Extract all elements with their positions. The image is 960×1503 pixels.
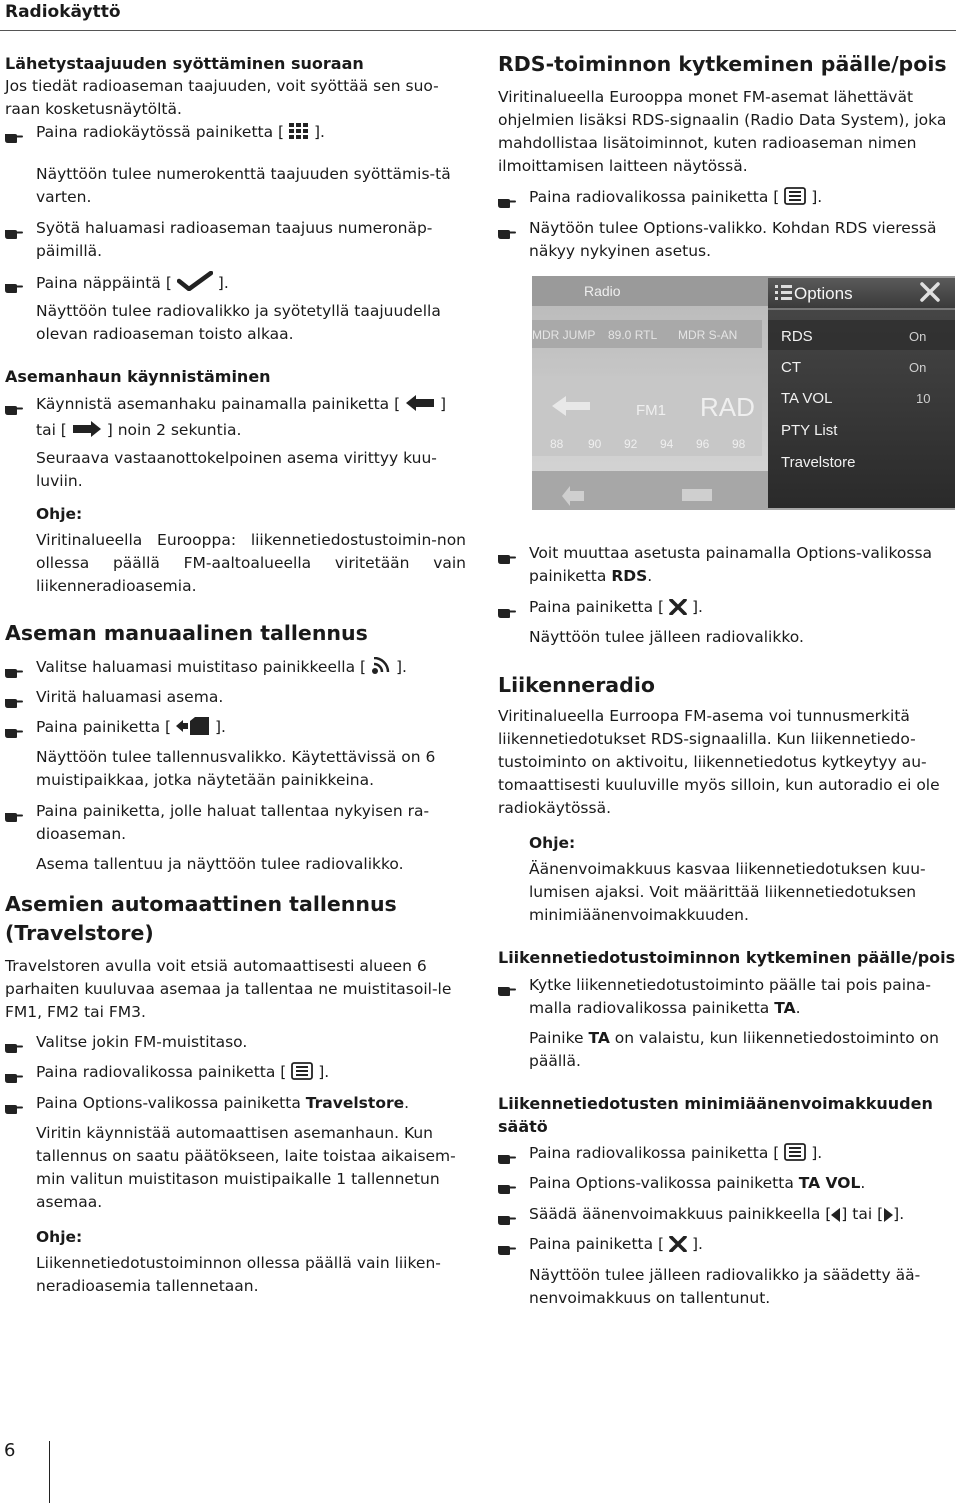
step: Paina Options-valikossa painiketta TA VOL. xyxy=(498,1172,865,1195)
pointing-hand-icon xyxy=(498,980,516,991)
page-header: Radiokäyttö xyxy=(5,2,121,22)
section-title-rds: RDS-toiminnon kytkeminen päälle/pois xyxy=(498,52,947,76)
seek-back-icon xyxy=(405,394,435,419)
step: Paina Options-valikossa painiketta Travelstore. xyxy=(5,1092,409,1115)
page-number: 6 xyxy=(4,1440,16,1461)
note-text: Äänenvoimakkuus kasvaa liikennetiedotuksen kuu-lumisen ajaksi. Voit määrittää liikennetiedotuksen minimiäänenvoimakkuuden. xyxy=(529,860,926,924)
triangle-left-icon xyxy=(831,1206,841,1229)
step: Paina radiovalikossa painiketta [ ]. xyxy=(498,186,822,212)
step: Valitse jokin FM-muistitaso. xyxy=(5,1031,247,1054)
step: Näytöön tulee Options-valikko. Kohdan RDS vieressä näkyy nykyinen asetus. xyxy=(498,217,957,263)
step: Viritä haluamasi asema. xyxy=(5,686,223,709)
close-icon xyxy=(669,1236,687,1259)
step: Paina radiovalikossa painiketta [ ]. xyxy=(498,1142,822,1168)
radio-waves-icon xyxy=(371,657,391,682)
pointing-hand-icon xyxy=(498,1178,516,1189)
pointing-hand-icon xyxy=(5,1067,23,1078)
option-value: 10 xyxy=(916,391,931,406)
result-text: Painike TA on valaistu, kun liikennetiedostoiminto on päällä. xyxy=(529,1029,939,1070)
option-label: TA VOL xyxy=(781,390,833,407)
section-title-min-volume: Liikennetiedotusten minimiäänenvoimakkuuden säätö xyxy=(498,1094,933,1136)
option-value: On xyxy=(909,360,927,375)
menu-list-icon xyxy=(784,1143,806,1168)
checkmark-icon xyxy=(177,271,213,298)
result-text: Asema tallentuu ja näyttöön tulee radiovalikko. xyxy=(36,855,404,873)
pointing-hand-icon xyxy=(5,692,23,703)
result-text: Näyttöön tulee radiovalikko ja syötetyllä taajuudella olevan radioaseman toisto alkaa. xyxy=(36,302,441,343)
menu-list-icon xyxy=(291,1062,313,1087)
pointing-hand-icon xyxy=(5,662,23,673)
pointing-hand-icon xyxy=(5,722,23,733)
step: Syötä haluamasi radioaseman taajuus numeronäp-päimillä. xyxy=(5,217,457,263)
result-text: Seuraava vastaanottokelpoinen asema virittyy kuu-luviin. xyxy=(36,449,437,490)
pointing-hand-icon xyxy=(498,192,516,203)
pointing-hand-icon xyxy=(5,399,23,410)
pointing-hand-icon xyxy=(5,1037,23,1048)
option-label: RDS xyxy=(781,328,813,345)
close-icon xyxy=(669,599,687,622)
pointing-hand-icon xyxy=(5,1098,23,1109)
step: Paina näppäintä [ ]. xyxy=(5,271,229,298)
note-label: Ohje: xyxy=(529,834,576,852)
keypad-icon xyxy=(289,123,309,147)
step: Voit muuttaa asetusta painamalla Options-valikossa painiketta RDS. xyxy=(498,542,957,588)
section-title-direct-entry: Lähetystaajuuden syöttäminen suoraan xyxy=(5,54,364,73)
option-label: CT xyxy=(781,359,801,376)
section-title-traffic: Liikenneradio xyxy=(498,673,655,697)
section-title-travelstore: Asemien automaattinen tallennus (Travelstore) xyxy=(5,892,397,945)
store-station-icon xyxy=(176,717,210,742)
option-label: PTY List xyxy=(781,422,838,439)
screen-station: MDR JUMP xyxy=(532,328,596,342)
paragraph: Viritinalueella Eurooppa monet FM-asemat lähettävät ohjelmien lisäksi RDS-signaalin (Radio Data System), joka mahdollistaa lisätoiminnot, kuten radioaseman nimen ilmoittamisen laitteen näytössä. xyxy=(498,88,947,175)
step: Paina radiovalikossa painiketta [ ]. xyxy=(5,1061,329,1087)
options-title: Options xyxy=(794,284,853,303)
seek-forward-icon xyxy=(72,420,102,445)
step: Säädä äänenvoimakkuus painikkeella [ ] tai [ ]. xyxy=(498,1203,904,1229)
paragraph: Travelstoren avulla voit etsiä automaattisesti alueen 6 parhaiten kuuluvaa asemaa ja tallentaa ne muistitasoil-le FM1, FM2 tai FM3. xyxy=(5,957,452,1021)
pointing-hand-icon xyxy=(5,223,23,234)
scale-label: 98 xyxy=(732,437,746,451)
triangle-right-icon xyxy=(883,1206,893,1229)
paragraph: Jos tiedät radioaseman taajuuden, voit syöttää sen suo-raan kosketusnäytöltä. xyxy=(5,77,439,118)
note-label: Ohje: xyxy=(36,1228,83,1246)
section-title-seek: Asemanhaun käynnistäminen xyxy=(5,367,271,386)
result-text: Näyttöön tulee tallennusvalikko. Käytettävissä on 6 muistipaikkaa, jotka näytetään painikkeina. xyxy=(36,748,436,789)
step: Valitse haluamasi muistitaso painikkeella [ ]. xyxy=(5,656,407,682)
section-title-manual-store: Aseman manuaalinen tallennus xyxy=(5,621,368,645)
screen-band: FM1 xyxy=(636,402,666,419)
scale-label: 92 xyxy=(624,437,638,451)
result-text: Näyttöön tulee jälleen radiovalikko ja säädetty ää-nenvoimakkuus on tallentunut. xyxy=(529,1266,921,1307)
scale-label: 90 xyxy=(588,437,602,451)
result-text: Viritin käynnistää automaattisen asemanhaun. Kun tallennus on saatu päätökseen, laite toistaa aikaisem-min valitun muistitason muistipaikalle 1 tallennetun asemaa. xyxy=(36,1124,456,1211)
result-text: Näyttöön tulee jälleen radiovalikko. xyxy=(529,628,804,646)
pointing-hand-icon xyxy=(5,806,23,817)
note-label: Ohje: xyxy=(36,505,83,523)
pointing-hand-icon xyxy=(498,1148,516,1159)
screen-station: MDR S-AN xyxy=(678,328,738,342)
step: Paina radiokäytössä painiketta [ ]. xyxy=(5,121,325,147)
radio-options-screenshot xyxy=(532,276,955,510)
page-number-rule xyxy=(49,1441,50,1503)
screen-title: Radio xyxy=(584,283,621,299)
pointing-hand-icon xyxy=(5,127,23,138)
step: Kytke liikennetiedotustoiminto päälle tai pois paina-malla radiovalikossa painiketta TA. xyxy=(498,974,956,1020)
result-text: Näyttöön tulee numerokenttä taajuuden syöttämis-tä varten. xyxy=(36,165,451,206)
scale-label: 88 xyxy=(550,437,564,451)
step: Käynnistä asemanhaku painamalla painiketta [ ] tai [ ] noin 2 sekuntia. xyxy=(5,393,467,445)
pointing-hand-icon xyxy=(5,277,23,288)
option-label: Travelstore xyxy=(781,454,856,471)
scale-label: 94 xyxy=(660,437,674,451)
pointing-hand-icon xyxy=(498,1239,516,1250)
note-text: Viritinalueella Eurooppa: liikennetiedostustoimin-non ollessa päällä FM-aaltoalueella viritetään vain liikenneradioasemia. xyxy=(36,531,466,595)
pointing-hand-icon xyxy=(498,548,516,559)
pointing-hand-icon xyxy=(498,223,516,234)
step: Paina painiketta, jolle haluat tallentaa nykyisen ra-dioaseman. xyxy=(5,800,467,846)
header-rule xyxy=(0,30,956,31)
pointing-hand-icon xyxy=(498,1209,516,1220)
pointing-hand-icon xyxy=(498,602,516,613)
section-title-ta: Liikennetiedotustoiminnon kytkeminen päälle/pois xyxy=(498,948,956,967)
paragraph: Viritinalueella Eurroopa FM-asema voi tunnusmerkitä liikennetiedotukset RDS-signaalilla. Kun liikennetiedo-tustoiminto on aktivoitu, liikennetiedotus kytkeytyy au-tomaattisesti kuuluville myös silloin, kun autoradio ei ole radiokäytössä. xyxy=(498,707,940,817)
step: Paina painiketta [ ]. xyxy=(5,716,226,742)
step: Paina painiketta [ ]. xyxy=(498,1233,703,1259)
screen-rds-text: RAD xyxy=(700,392,755,422)
screen-station: 89.0 RTL xyxy=(608,328,658,342)
scale-label: 96 xyxy=(696,437,710,451)
step: Paina painiketta [ ]. xyxy=(498,596,703,622)
menu-list-icon xyxy=(784,187,806,212)
options-menu-icon xyxy=(775,285,792,300)
option-value: On xyxy=(909,329,927,344)
note-text: Liikennetiedotustoiminnon ollessa päällä vain liiken-neradioasemia tallennetaan. xyxy=(36,1254,441,1295)
